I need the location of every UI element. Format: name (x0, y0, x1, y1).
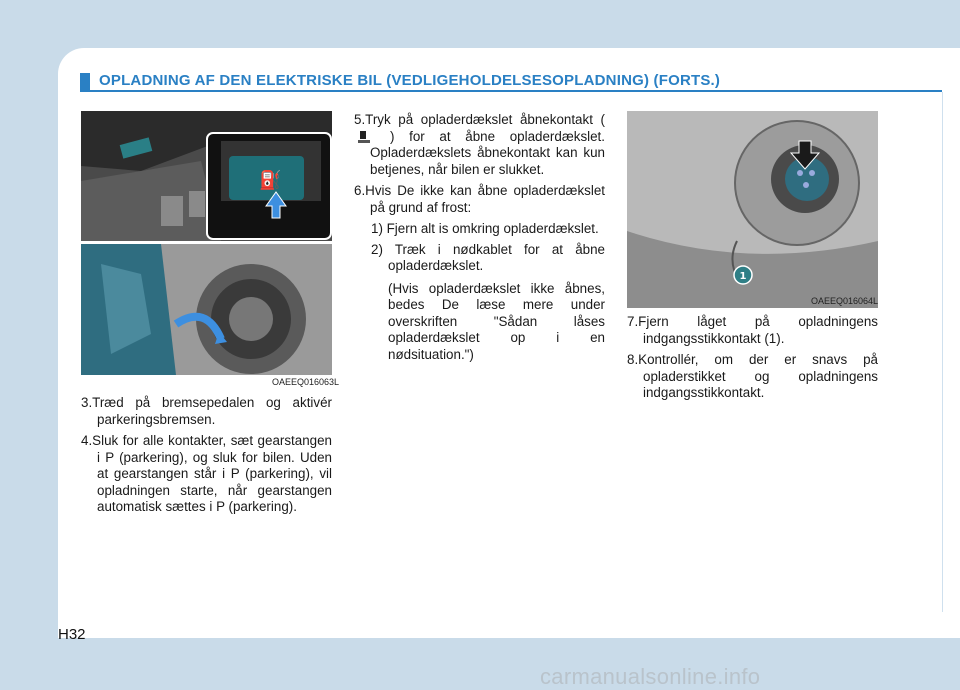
svg-text:⛽: ⛽ (259, 170, 282, 191)
right-margin-rule (942, 92, 943, 612)
figure-caption-right: OAEEQ016064L (811, 296, 879, 306)
step-3: 3.Træd på bremsepedalen og aktivér parkeringsbremsen. (81, 395, 332, 427)
header-rule (80, 90, 942, 92)
right-column (627, 314, 878, 407)
substep-2: 2) Træk i nødkablet for at åbne opladerdækslet. (371, 241, 605, 273)
frost-note: (Hvis opladerdækslet ikke åbnes, bedes De læse mere under overskriften "Sådan låses opladerdækslet op i en nødsituation.") (388, 280, 605, 362)
figure-dashboard-switch (81, 111, 332, 241)
page-number: H32 (58, 626, 86, 643)
step-6: 6.Hvis De ikke kan åbne opladerdækslet på grund af frost: (354, 183, 605, 215)
step-5 (354, 112, 605, 178)
figure-charging-inlet (627, 111, 878, 308)
step-4: 4.Sluk for alle kontakter, sæt gearstangen i P (parkering), og sluk for bilen. Uden at gearstangen står i P (parkering), vil opladningen starte, når gearstangen automatisk sættes i P (parkering). (81, 433, 332, 514)
middle-column (354, 112, 605, 369)
step-8: 8.Kontrollér, om der er snavs på opladerstikket og opladningens indgangsstikkontakt. (627, 352, 878, 400)
charge-door-switch-icon (373, 130, 387, 144)
left-column (81, 395, 332, 521)
callout-number: 1 (739, 271, 747, 282)
watermark-text: carmanualsonline.info (540, 664, 761, 689)
figure-charging-door (81, 244, 332, 375)
section-title: OPLADNING AF DEN ELEKTRISKE BIL (VEDLIGEHOLDELSESOPLADNING) (FORTS.) (99, 72, 721, 89)
figure-caption-left: OAEEQ016063L (272, 377, 340, 387)
step-5-text-a: 5.Tryk på opladerdækslet åbnekontakt ( (354, 112, 605, 127)
step-7: 7.Fjern låget på opladningens indgangsstikkontakt (1). (627, 314, 878, 346)
substep-1: 1) Fjern alt is omkring opladerdækslet. (371, 221, 599, 236)
step-5-text-b: ) for at åbne opladerdækslet. Opladerdækslets åbnekontakt kan kun betjenes, når bilen er slukket. (370, 128, 605, 177)
